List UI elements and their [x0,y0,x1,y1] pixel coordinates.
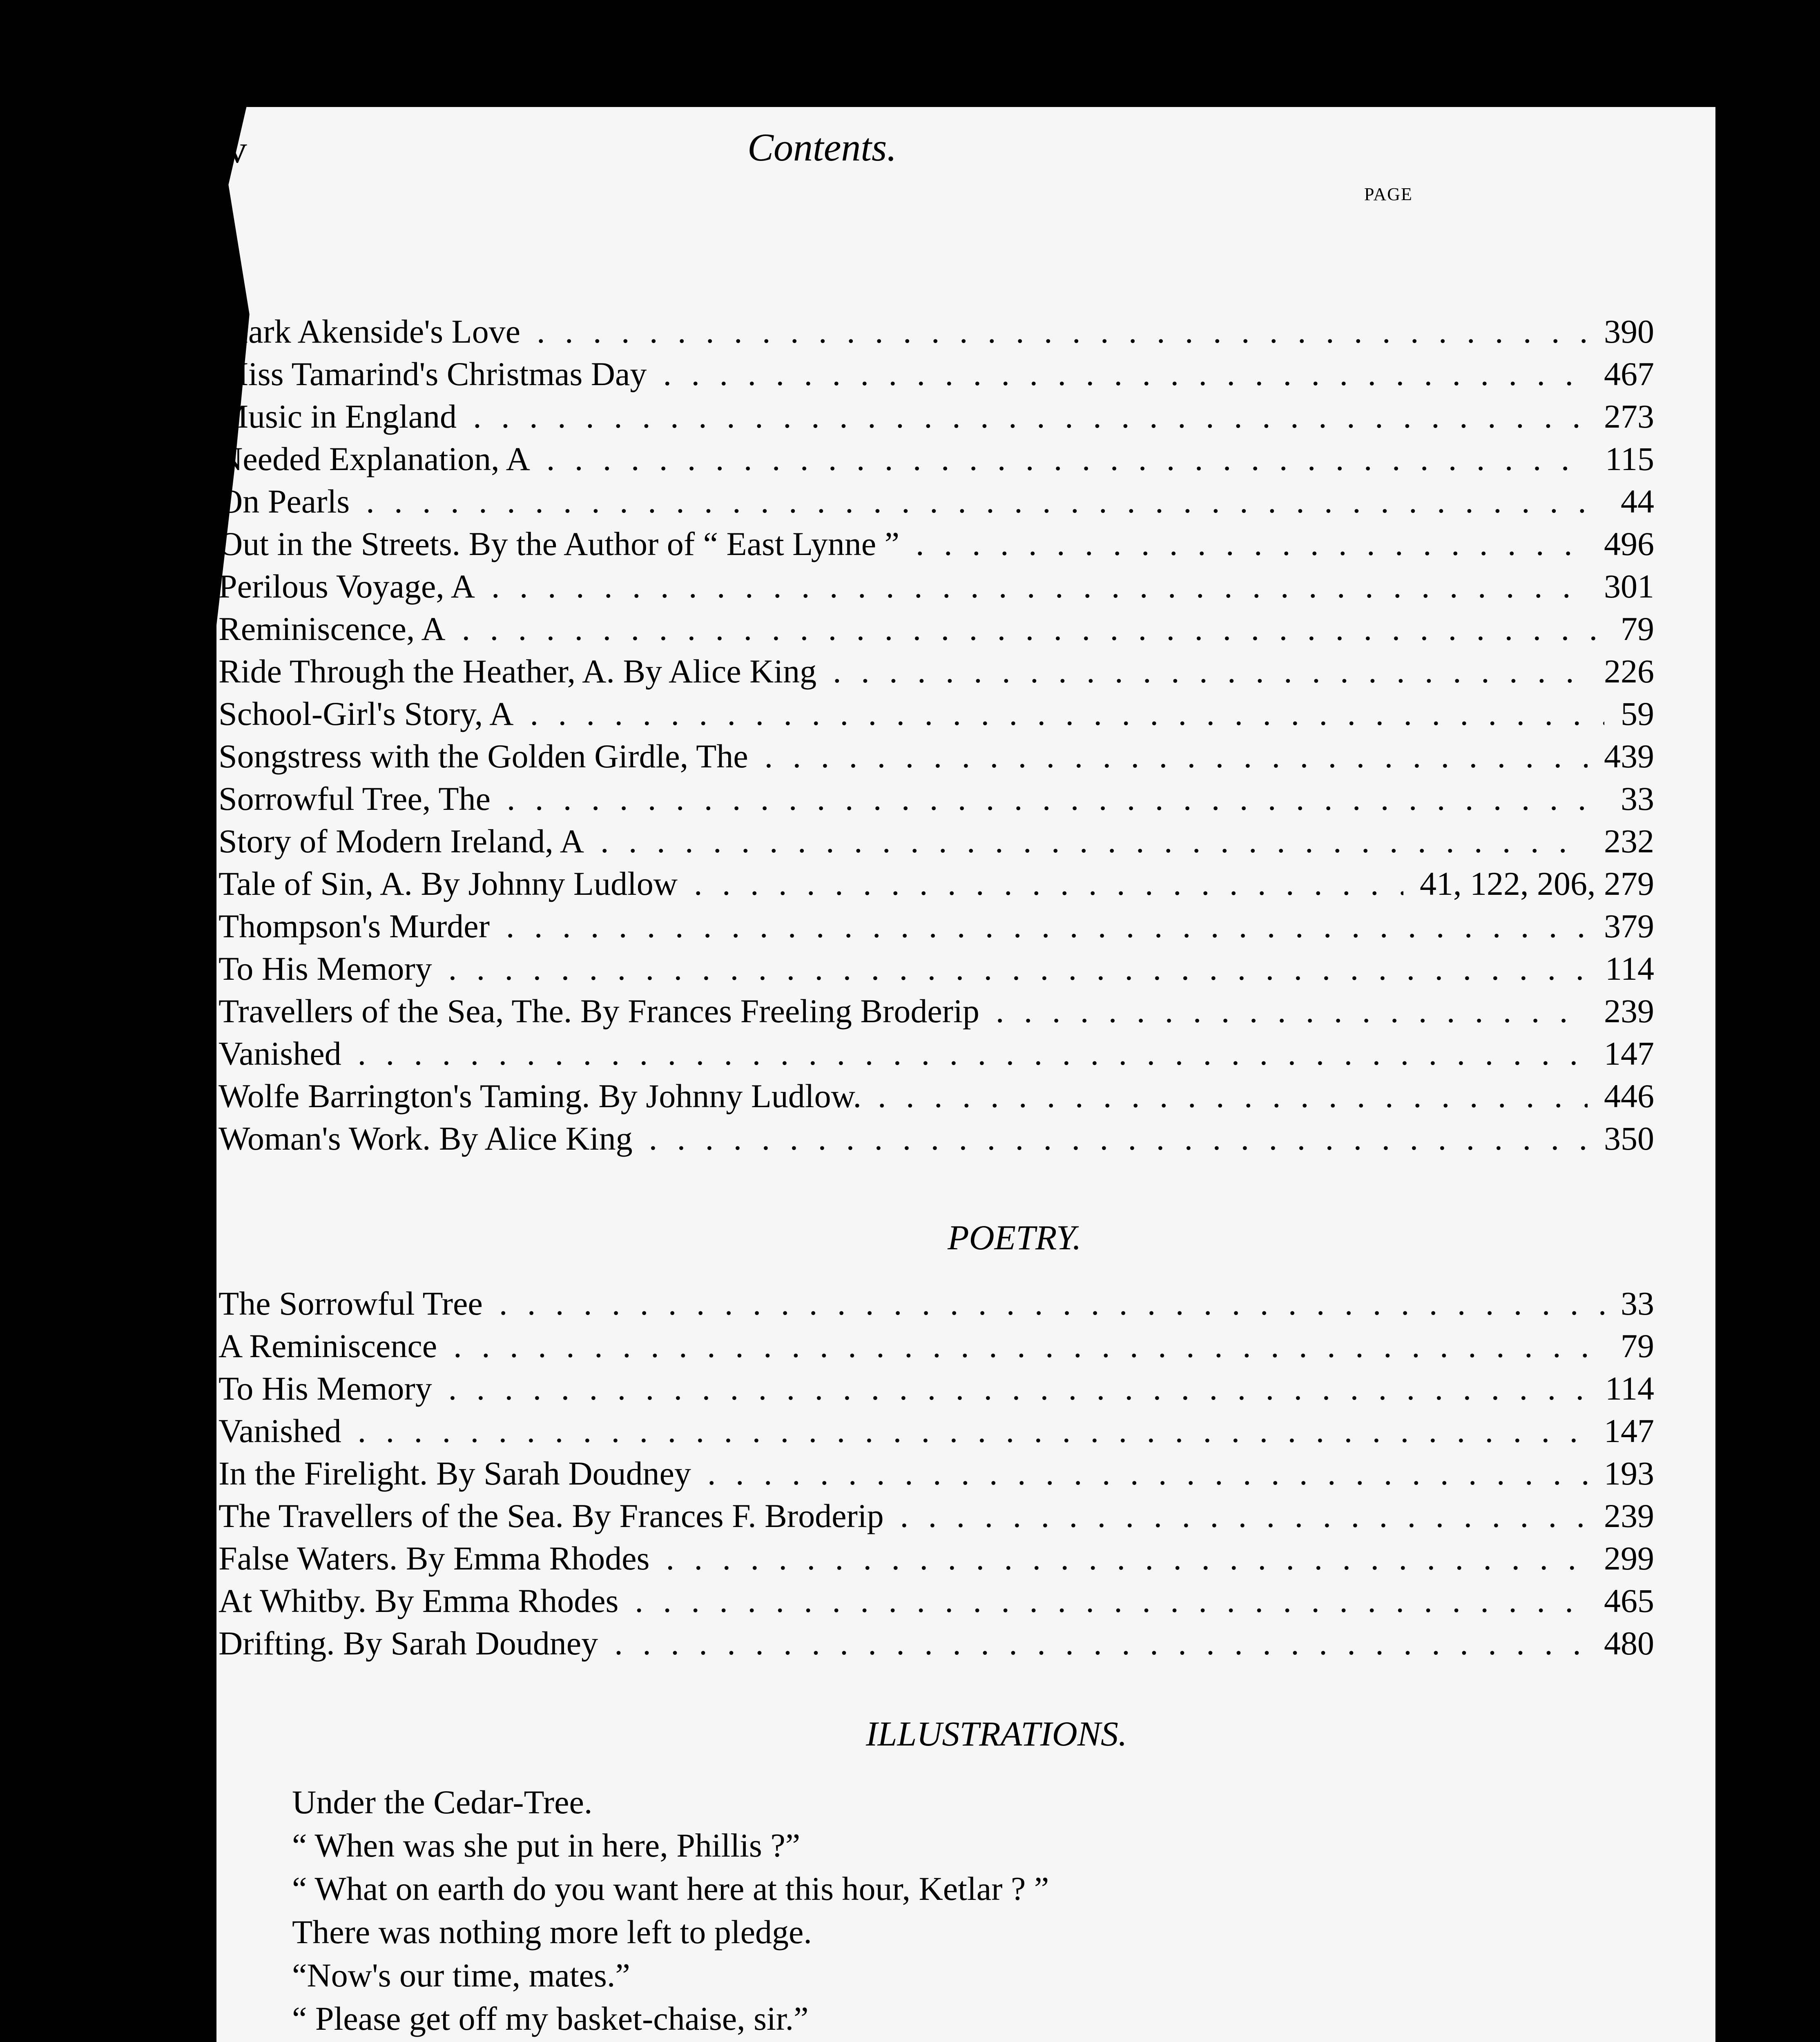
running-head: Contents. [747,125,897,169]
dot-leader [765,735,1588,778]
contents-list [219,310,1654,1160]
entry-title: The Sorrowful Tree [219,1285,483,1322]
entry-title: To His Memory [219,1370,432,1407]
entry-page-number: 379 [1604,907,1654,945]
illustration-caption: Under the Cedar-Tree. [292,1783,593,1821]
entry-title: Mark Akenside's Love [219,313,520,350]
toc-entry [219,480,1654,523]
entry-page-number: 114 [1605,1370,1654,1407]
entry-page-number: 33 [1621,780,1654,817]
toc-entry [219,1075,1654,1117]
toc-entry [219,735,1654,778]
toc-entry [219,353,1654,395]
entry-page-number: 390 [1604,313,1654,350]
dot-leader [448,947,1589,990]
dot-leader [666,1537,1588,1580]
entry-title: The Travellers of the Sea. By Frances F. Broderip [219,1497,884,1534]
toc-entry [219,1117,1654,1160]
entry-title: A Reminiscence [219,1327,437,1364]
dot-leader [507,778,1604,820]
entry-page-number: 33 [1621,1285,1654,1322]
page-number: iv [216,127,247,171]
toc-entry [219,1325,1654,1367]
toc-entry [219,395,1654,438]
entry-page-number: 467 [1604,355,1654,392]
toc-entry [219,905,1654,947]
dot-leader [499,1282,1604,1325]
entry-page-number: 115 [1605,440,1654,477]
illustration-caption: There was nothing more left to pledge. [292,1913,812,1951]
entry-title: Needed Explanation, A [219,440,530,477]
entry-page-number: 465 [1604,1582,1654,1619]
dot-leader [358,1410,1588,1452]
entry-title: On Pearls [219,483,350,520]
dot-leader [649,1117,1588,1160]
illustrations-heading: ILLUSTRATIONS. [866,1714,1127,1753]
dot-leader [462,608,1604,650]
entry-page-number: 496 [1604,525,1654,562]
toc-entry [219,1367,1654,1410]
dot-leader [707,1452,1588,1495]
dot-leader [614,1622,1588,1665]
entry-page-number: 41, 122, 206, 279 [1420,865,1654,902]
toc-entry [219,990,1654,1032]
toc-entry [219,1495,1654,1537]
entry-title: School-Girl's Story, A [219,695,514,732]
illustrations-list [292,1781,1049,2042]
entry-title: Thompson's Murder [219,907,490,945]
toc-entry [219,863,1654,905]
entry-title: At Whitby. By Emma Rhodes [219,1582,619,1619]
toc-entry [219,310,1654,353]
entry-page-number: 446 [1604,1077,1654,1115]
dot-leader [448,1367,1589,1410]
entry-title: Music in England [219,398,457,435]
toc-entry [219,1537,1654,1580]
illustration-caption [292,2040,1049,2042]
entry-title: Vanished [219,1412,341,1449]
entry-title: To His Memory [219,950,432,987]
entry-page-number: 193 [1604,1455,1654,1492]
dot-leader [663,353,1588,395]
illustration-caption: “Now's our time, mates.” [292,1957,630,1994]
dot-leader [600,820,1588,863]
entry-page-number: 239 [1604,1497,1654,1534]
entry-page-number: 439 [1604,738,1654,775]
entry-title: Perilous Voyage, A [219,568,475,605]
entry-title: False Waters. By Emma Rhodes [219,1540,650,1577]
entry-page-number: 350 [1604,1120,1654,1157]
illustration-caption: “ What on earth do you want here at this hour, Ketlar ? ” [292,1870,1049,1907]
entry-page-number: 226 [1604,653,1654,690]
toc-entry [219,1580,1654,1622]
dot-leader [530,693,1604,735]
entry-page-number: 114 [1605,950,1654,987]
toc-entry [219,565,1654,608]
entry-title: In the Firelight. By Sarah Doudney [219,1455,691,1492]
page-column-label: PAGE [1364,184,1413,204]
dot-leader [878,1075,1588,1117]
toc-entry [219,947,1654,990]
toc-entry [219,1032,1654,1075]
entry-page-number: 239 [1604,992,1654,1030]
entry-title: Drifting. By Sarah Doudney [219,1625,598,1662]
entry-page-number: 44 [1621,483,1654,520]
toc-entry [219,820,1654,863]
dot-leader [833,650,1588,693]
dot-leader [491,565,1588,608]
dot-leader [546,438,1589,480]
dot-leader [916,523,1588,565]
entry-page-number: 79 [1621,610,1654,647]
toc-entry [219,778,1654,820]
toc-entry [219,1410,1654,1452]
dot-leader [900,1495,1588,1537]
dot-leader [358,1032,1588,1075]
dot-leader [694,863,1403,905]
toc-entry [219,523,1654,565]
entry-title: Miss Tamarind's Christmas Day [219,355,647,392]
entry-title: Sorrowful Tree, The [219,780,491,817]
dot-leader [537,310,1588,353]
entry-page-number: 299 [1604,1540,1654,1577]
toc-entry [219,1452,1654,1495]
entry-page-number: 147 [1604,1035,1654,1072]
toc-entry [219,650,1654,693]
entry-page-number: 232 [1604,823,1654,860]
dot-leader [996,990,1588,1032]
entry-page-number: 480 [1604,1625,1654,1662]
illustration-caption: “ Please get off my basket-chaise, sir.” [292,2000,809,2037]
entry-title: Vanished [219,1035,341,1072]
illustration-caption: “ When was she put in here, Phillis ?” [292,1827,801,1864]
toc-entry [219,1622,1654,1665]
entry-page-number: 301 [1604,568,1654,605]
entry-title: Woman's Work. By Alice King [219,1120,633,1157]
dot-leader [473,395,1588,438]
entry-page-number: 79 [1621,1327,1654,1364]
dot-leader [453,1325,1604,1367]
dot-leader [366,480,1604,523]
poetry-list [219,1282,1654,1665]
entry-title: Reminiscence, A [219,610,446,647]
toc-entry [219,608,1654,650]
entry-title: Songstress with the Golden Girdle, The [219,738,748,775]
toc-entry [219,1282,1654,1325]
entry-title: Tale of Sin, A. By Johnny Ludlow [219,865,678,902]
entry-page-number: 59 [1621,695,1654,732]
dot-leader [635,1580,1588,1622]
entry-title: Out in the Streets. By the Author of “ East Lynne ” [219,525,900,562]
toc-entry [219,693,1654,735]
entry-title: Wolfe Barrington's Taming. By Johnny Ludlow. [219,1077,861,1115]
poetry-heading: POETRY. [948,1218,1082,1257]
entry-title: Story of Modern Ireland, A [219,823,584,860]
toc-entry [219,438,1654,480]
dot-leader [506,905,1588,947]
entry-title: Travellers of the Sea, The. By Frances Freeling Broderip [219,992,979,1030]
entry-title: Ride Through the Heather, A. By Alice King [219,653,817,690]
entry-page-number: 147 [1604,1412,1654,1449]
entry-page-number: 273 [1604,398,1654,435]
